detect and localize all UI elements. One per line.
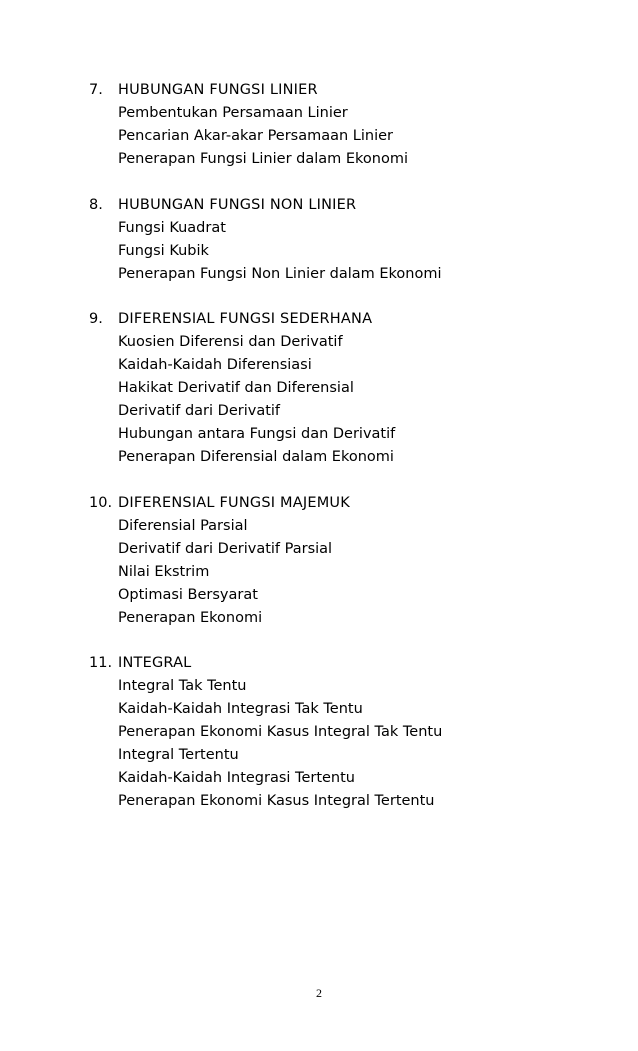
section-number: 8. <box>89 196 103 213</box>
toc-section-8 <box>89 194 609 286</box>
section-items <box>89 217 609 286</box>
section-heading <box>89 652 609 675</box>
section-heading <box>89 492 609 515</box>
toc-section-7 <box>89 79 609 171</box>
toc-section-9 <box>89 308 609 469</box>
toc-item: Fungsi Kuadrat <box>118 219 226 236</box>
toc-item: Penerapan Ekonomi <box>118 609 263 626</box>
section-number: 10. <box>89 494 113 511</box>
section-items <box>89 102 609 171</box>
toc-item: Nilai Ekstrim <box>118 563 210 580</box>
toc-item: Penerapan Diferensial dalam Ekonomi <box>118 449 394 465</box>
toc-item: Kaidah-Kaidah Diferensiasi <box>118 357 312 373</box>
toc-item: Derivatif dari Derivatif Parsial <box>118 540 333 557</box>
toc-section-11 <box>89 652 609 813</box>
toc-item: Diferensial Parsial <box>118 517 248 534</box>
section-heading <box>89 79 609 102</box>
section-title: DIFERENSIAL FUNGSI SEDERHANA <box>118 311 373 327</box>
toc-item: Penerapan Fungsi Non Linier dalam Ekonomi <box>118 265 442 282</box>
section-title: DIFERENSIAL FUNGSI MAJEMUK <box>118 494 350 511</box>
section-number: 7. <box>89 82 103 98</box>
section-heading <box>89 194 609 217</box>
toc-item: Integral Tertentu <box>118 747 239 763</box>
toc-item: Kaidah-Kaidah Integrasi Tak Tentu <box>118 701 363 717</box>
section-items <box>89 331 609 469</box>
toc-item: Pencarian Akar-akar Persamaan Linier <box>118 128 394 144</box>
toc-item: Kaidah-Kaidah Integrasi Tertentu <box>118 770 355 786</box>
section-number: 11. <box>89 655 113 671</box>
toc-item: Fungsi Kubik <box>118 242 209 259</box>
section-items <box>89 515 609 630</box>
section-number: 9. <box>89 311 103 327</box>
toc-item: Integral Tak Tentu <box>118 678 247 694</box>
table-of-contents <box>89 79 609 836</box>
toc-item: Penerapan Ekonomi Kasus Integral Tak Tentu <box>118 724 443 740</box>
toc-item: Hubungan antara Fungsi dan Derivatif <box>118 426 396 442</box>
toc-item: Derivatif dari Derivatif <box>118 403 281 419</box>
toc-item: Kuosien Diferensi dan Derivatif <box>118 334 343 350</box>
section-title: INTEGRAL <box>118 655 192 671</box>
section-items <box>89 675 609 813</box>
toc-section-10 <box>89 492 609 630</box>
toc-item: Optimasi Bersyarat <box>118 586 258 603</box>
toc-item: Penerapan Ekonomi Kasus Integral Tertentu <box>118 793 435 809</box>
page-number: 2 <box>316 986 322 1000</box>
section-title: HUBUNGAN FUNGSI NON LINIER <box>118 196 357 213</box>
toc-item: Pembentukan Persamaan Linier <box>118 105 348 121</box>
toc-item: Hakikat Derivatif dan Diferensial <box>118 380 354 396</box>
section-title: HUBUNGAN FUNGSI LINIER <box>118 82 318 98</box>
toc-item: Penerapan Fungsi Linier dalam Ekonomi <box>118 151 408 167</box>
section-heading <box>89 308 609 331</box>
